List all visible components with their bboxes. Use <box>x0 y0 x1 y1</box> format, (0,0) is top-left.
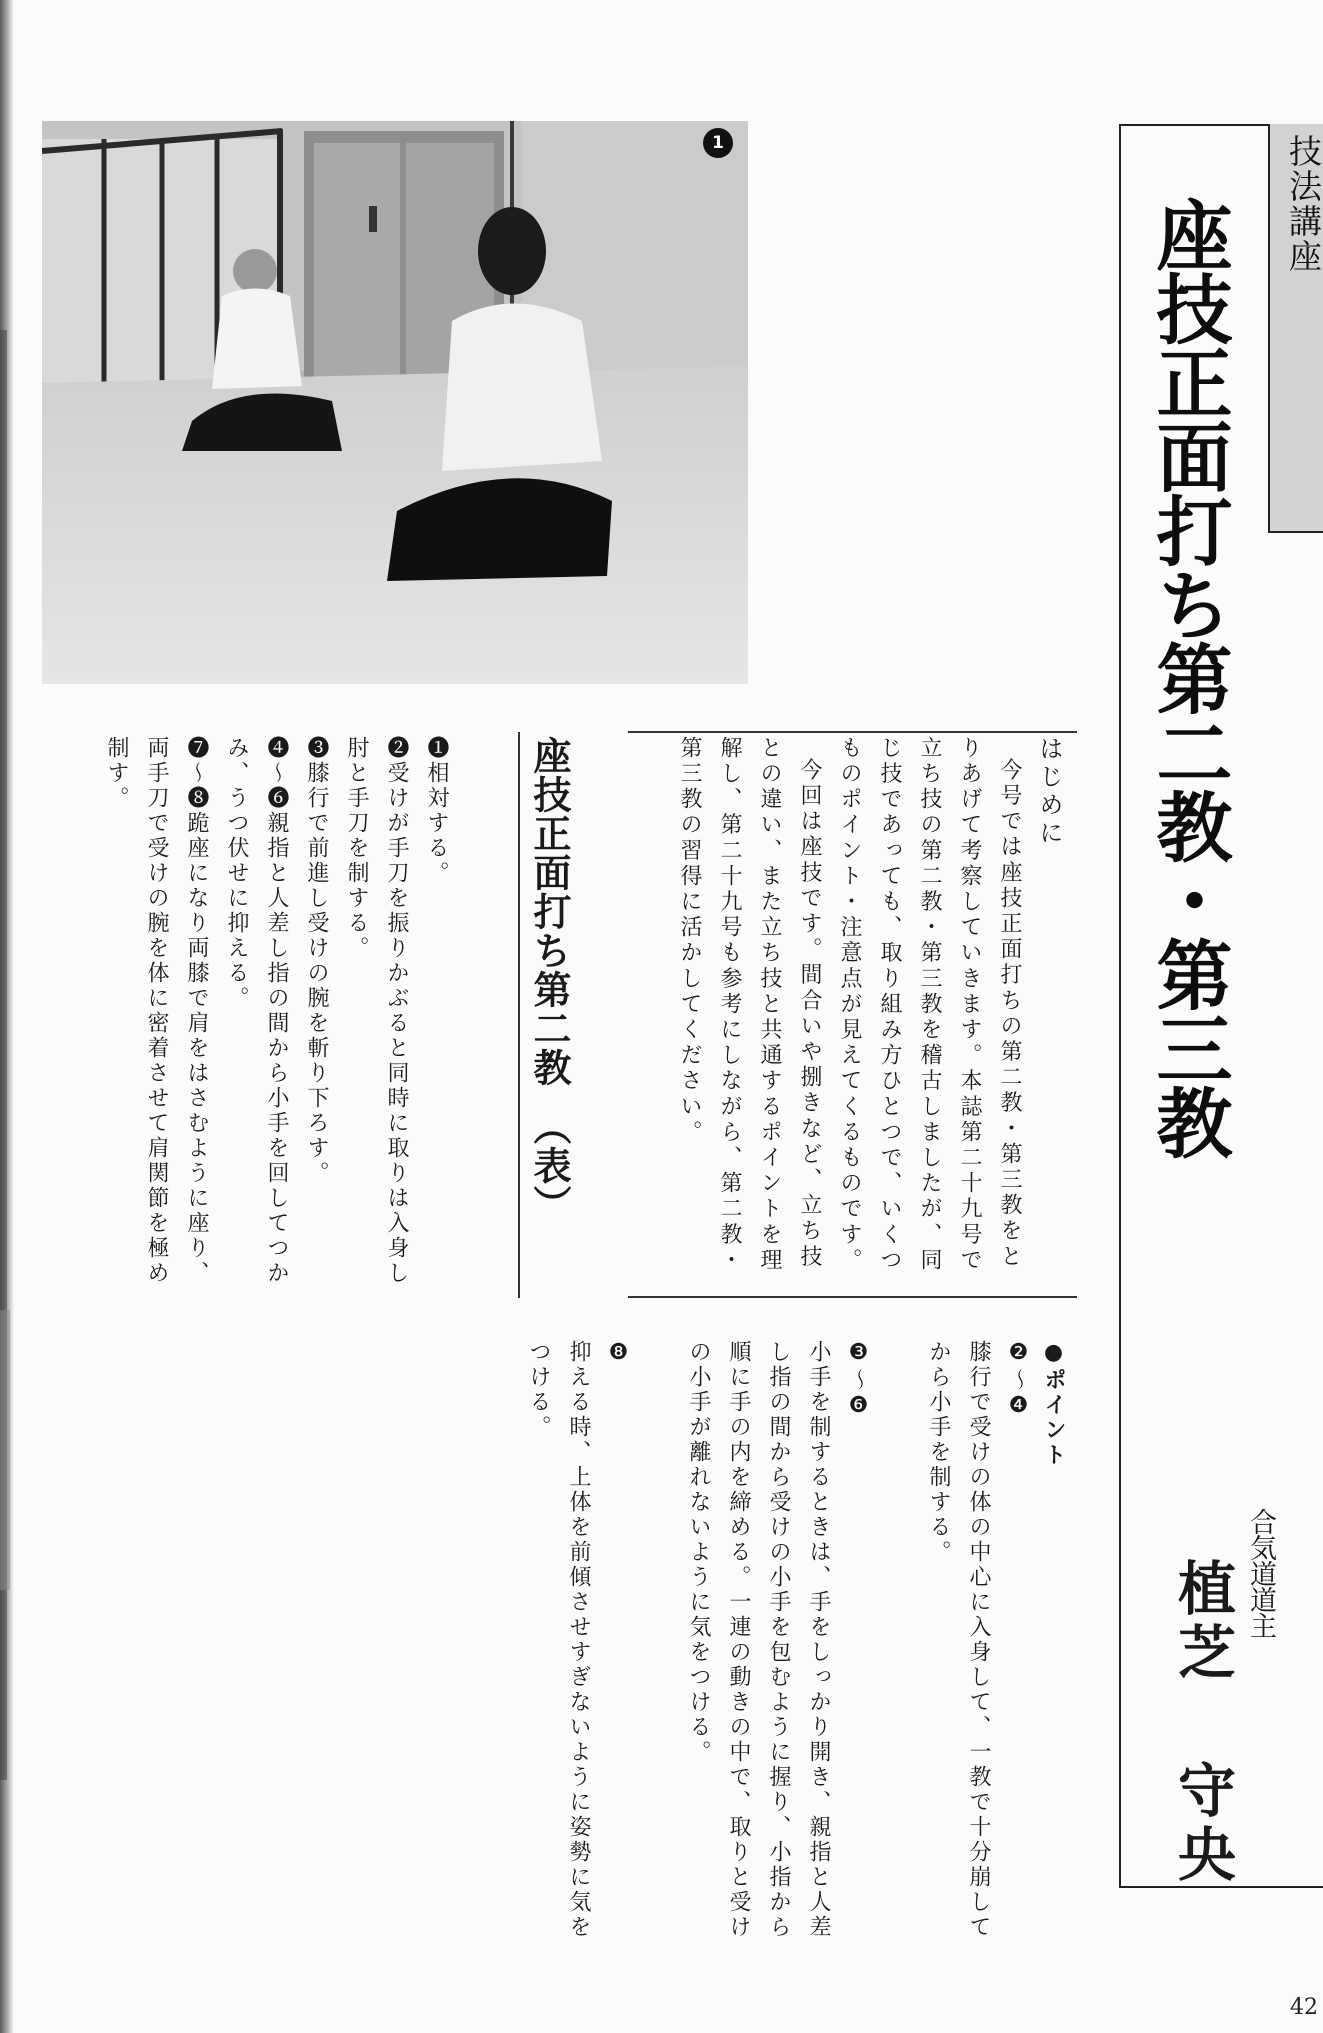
point-label: ❸〜❻ <box>846 1340 871 1421</box>
point-label: ❽ <box>606 1340 631 1368</box>
step-item <box>416 736 456 1306</box>
author-role: 合気道道主 <box>1245 1508 1276 1638</box>
author-name: 植芝 守央 <box>1168 1558 1236 1888</box>
step-text: 跪座になり両膝で肩をはさむように座り、両手刀で受けの腕を体に密着させて肩関節を極め制す。 <box>104 736 209 1286</box>
intro-block <box>669 736 1069 1290</box>
article-title: 座技正面打ち第二教・第三教 <box>1144 196 1233 1158</box>
point-text: 小手を制するときは、手をしっかり開き、親指と人差し指の間から受けの小手を包むように握り、小指から順に手の内を締める。一連の動きの中で、取りと受けの小手が離れないように気をつける。 <box>686 1340 831 1940</box>
step-item <box>96 736 216 1306</box>
point-text: 抑える時、上体を前傾させすぎないように姿勢に気をつける。 <box>526 1340 591 1940</box>
section-heading-text: 座技正面打ち第二教 <box>527 736 572 1087</box>
intro-heading: はじめに <box>1035 736 1063 848</box>
point-text: 膝行で受けの体の中心に入身して、一教で十分崩してから小手を制する。 <box>926 1340 991 1940</box>
step-item <box>336 736 416 1306</box>
step-text: 受けが手刀を振りかぶると同時に取りは入身し肘と手刀を制する。 <box>344 736 409 1286</box>
photo-number-badge: 1 <box>703 128 733 158</box>
step-label: ❹〜❻ <box>264 736 289 811</box>
points-heading: ●ポイント <box>1041 1340 1066 1468</box>
step-item <box>296 736 336 1306</box>
step-label: ❸ <box>304 736 329 761</box>
step-label: ❼〜❽ <box>184 736 209 811</box>
step-label: ❶ <box>424 736 449 761</box>
intro-rule-top <box>628 731 1077 733</box>
intro-paragraph: 今号では座技正面打ちの第二教・第三教をとりあげて考察していきます。本誌第二十九号で立ち技の第二教・第三教を稽古しましたが、同じ技であっても、取り組み方ひとつで、いくつものポイント・注意点が見えてくるものです。 <box>837 736 1022 1274</box>
step-label: ❷ <box>384 736 409 761</box>
section-heading-suffix: （表） <box>527 1107 572 1224</box>
step-text: 親指と人差し指の間から小手を回してつかみ、うつ伏せに抑える。 <box>224 736 289 1286</box>
binding-edge-lower <box>0 1310 10 1590</box>
point-label: ❷〜❹ <box>1006 1340 1031 1421</box>
intro-rule-bottom <box>628 1296 1077 1298</box>
intro-paragraph: 今回は座技です。間合いや捌きなど、立ち技との違い、また立ち技と共通するポイントを理解し、第二十九号も参考にしながら、第二教・第三教の習得に活かしてください。 <box>677 736 822 1274</box>
technique-photo <box>42 121 748 684</box>
step-text: 相対する。 <box>424 761 449 886</box>
step-item <box>216 736 296 1306</box>
steps-block <box>96 736 456 1306</box>
points-block <box>518 1340 1069 1940</box>
step-text: 膝行で前進し受けの腕を斬り下ろす。 <box>304 761 329 1186</box>
series-label: 技法講座 <box>1284 134 1323 274</box>
page-number: 42 <box>1290 1995 1318 2020</box>
section-heading <box>522 736 577 1224</box>
